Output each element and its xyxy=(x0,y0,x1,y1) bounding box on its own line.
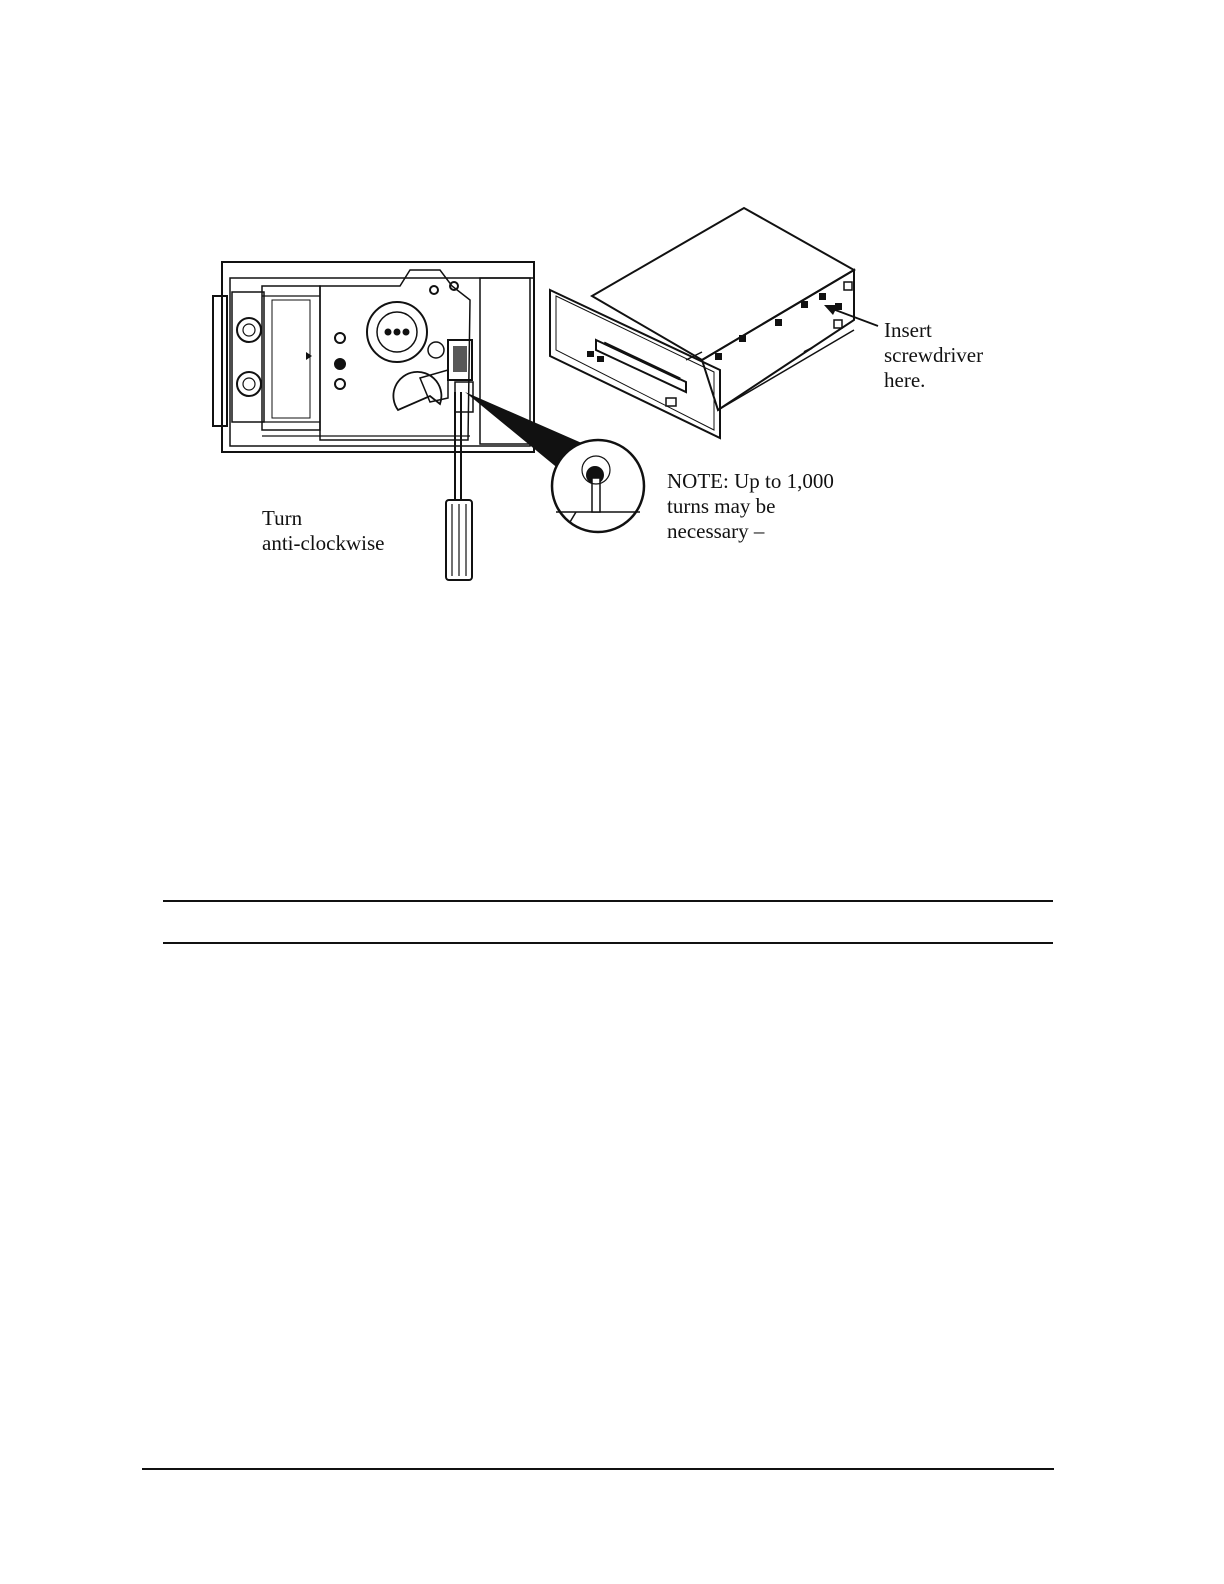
turn-anticlockwise-label: Turn anti-clockwise xyxy=(262,506,385,555)
footer-rule xyxy=(142,1468,1054,1470)
horizontal-rule-middle xyxy=(163,942,1053,944)
note-label: NOTE: Up to 1,000 turns may be necessary – xyxy=(667,469,834,543)
drive-top-view xyxy=(213,262,534,452)
horizontal-rule-top xyxy=(163,900,1053,902)
tape-drive-illustration xyxy=(0,0,1224,620)
insert-screwdriver-label: Insert screwdriver here. xyxy=(884,318,984,392)
drive-isometric-view xyxy=(550,208,854,438)
tape-drive-figure xyxy=(0,0,1224,620)
magnifier-callout xyxy=(465,392,644,532)
